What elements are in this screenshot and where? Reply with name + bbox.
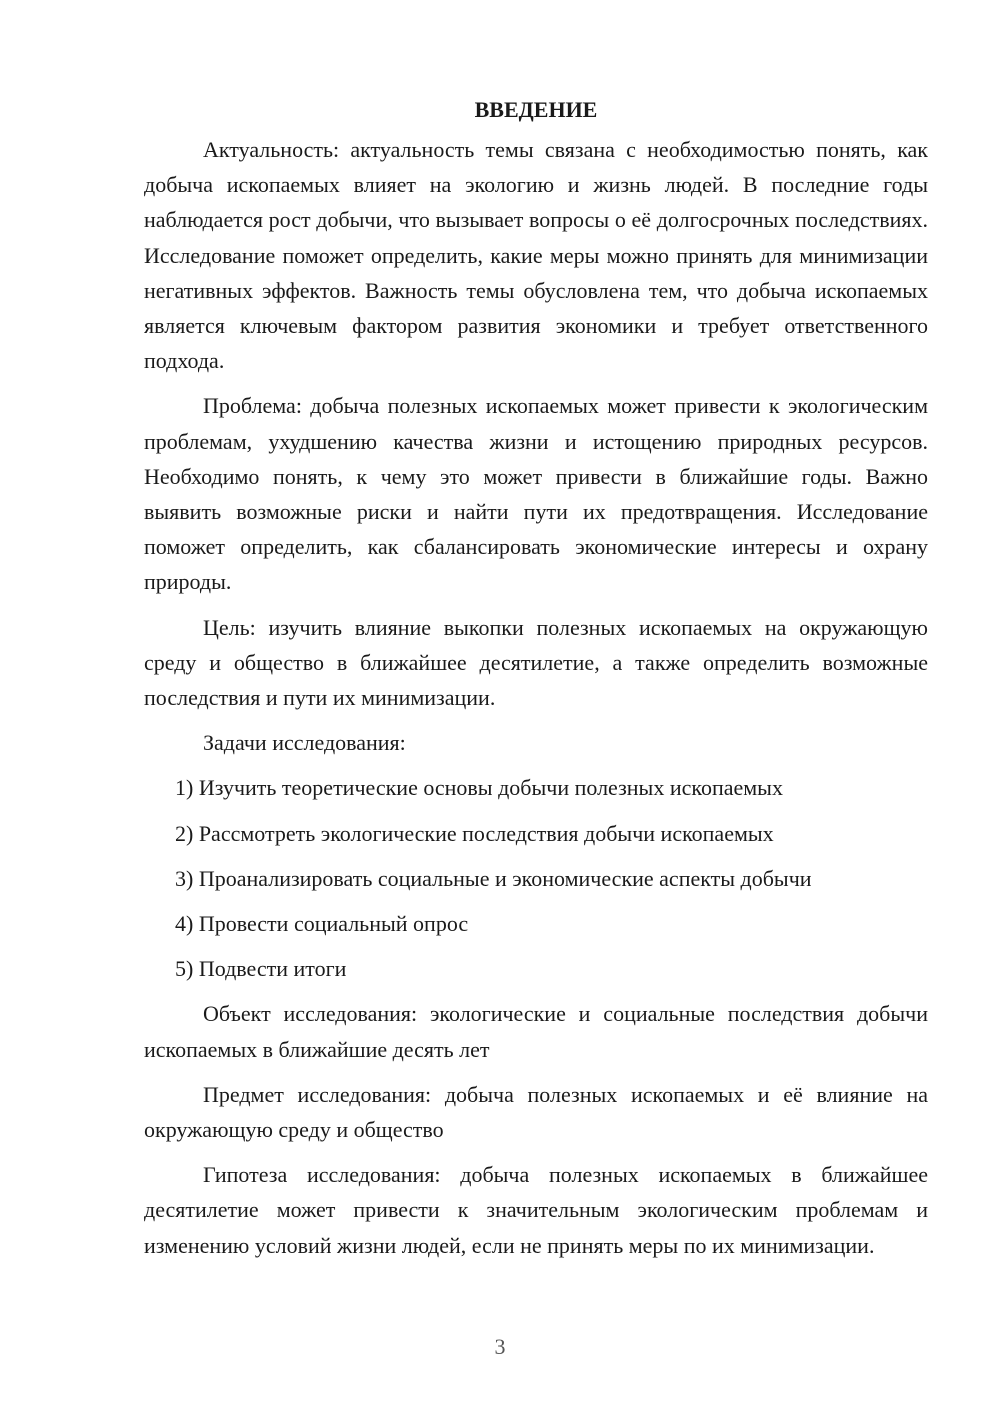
document-page <box>144 92 928 1273</box>
goal-paragraph: Цель: изучить влияние выкопки полезных ископаемых на окружающую среду и общество в ближайшее десятилетие, а также определить возможные последствия и пути их минимизации. <box>144 614 928 711</box>
tasks-heading: Задачи исследования: <box>203 730 406 756</box>
task-item: 5) Подвести итоги <box>175 956 347 982</box>
document-title: ВВЕДЕНИЕ <box>474 97 598 122</box>
task-item: 4) Провести социальный опрос <box>175 911 469 937</box>
subject-paragraph: Предмет исследования: добыча полезных ископаемых и её влияние на окружающую среду и общество <box>144 1081 928 1143</box>
task-item: 1) Изучить теоретические основы добычи полезных ископаемых <box>175 775 783 801</box>
relevance-paragraph: Актуальность: актуальность темы связана с необходимостью понять, как добыча ископаемых влияет на экологию и жизнь людей. В последние годы наблюдается рост добычи, что вызывает вопросы о её долгосрочных последствиях. Исследование поможет определить, какие меры можно принять для минимизации негативных эффектов. Важность темы обусловлена тем, что добыча ископаемых является ключевым фактором развития экономики и требует ответственного подхода. <box>144 137 928 374</box>
problem-paragraph: Проблема: добыча полезных ископаемых может привести к экологическим проблемам, ухудшению качества жизни и истощению природных ресурсов. Необходимо понять, к чему это может привести в ближайшие годы. Важно выявить возможные риски и найти пути их предотвращения. Исследование поможет определить, как сбалансировать экономические интересы и охрану природы. <box>144 393 928 595</box>
task-list <box>144 770 928 986</box>
task-item: 3) Проанализировать социальные и экономические аспекты добычи <box>175 865 812 891</box>
page-number: 3 <box>494 1334 506 1359</box>
object-paragraph: Объект исследования: экологические и социальные последствия добычи ископаемых в ближайшие десять лет <box>144 1001 928 1062</box>
hypothesis-paragraph: Гипотеза исследования: добыча полезных ископаемых в ближайшее десятилетие может привести к значительным экологическим проблемам и изменению условий жизни людей, если не принять меры по их минимизации. <box>144 1162 928 1258</box>
task-item: 2) Рассмотреть экологические последствия добычи ископаемых <box>175 820 774 846</box>
